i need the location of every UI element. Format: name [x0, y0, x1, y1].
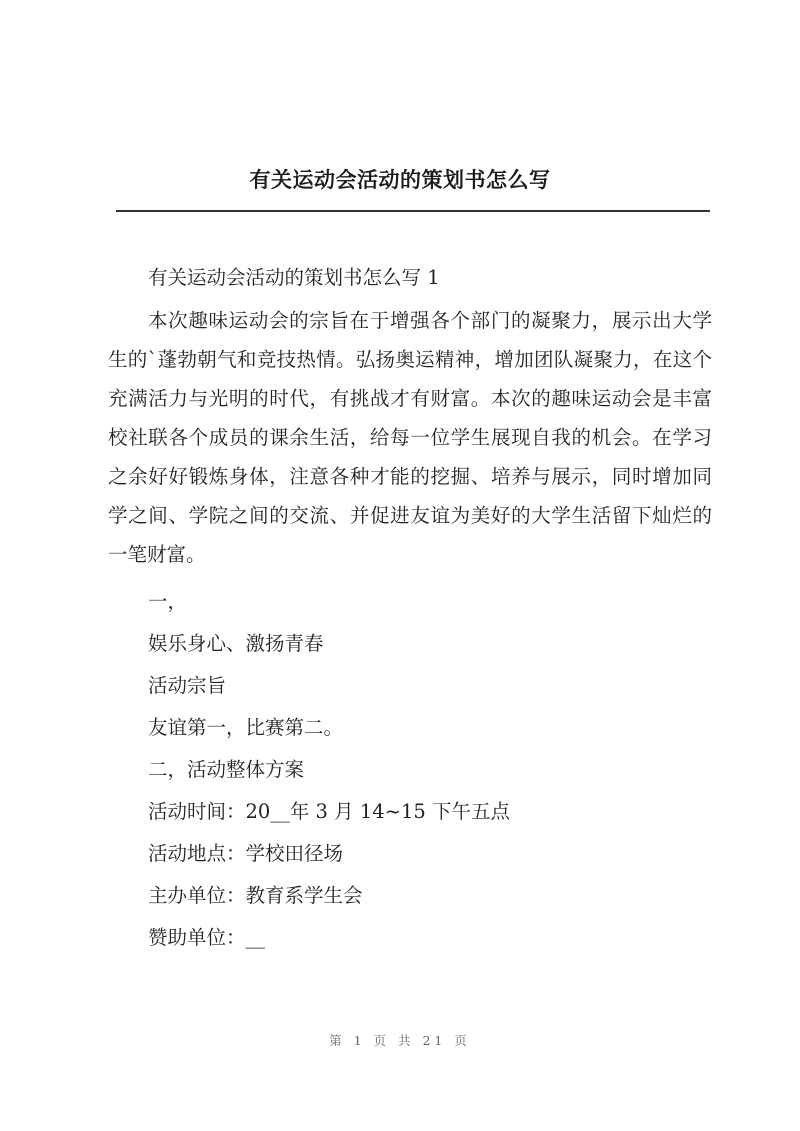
page-title: 有关运动会活动的策划书怎么写 — [249, 167, 551, 192]
section-heading: 有关运动会活动的策划书怎么写 1 — [148, 266, 440, 289]
list-item: 友谊第一，比赛第二。 — [148, 716, 344, 739]
list-item: 一， — [148, 590, 188, 613]
list-item: 活动地点：学校田径场 — [148, 842, 344, 865]
title-divider — [116, 210, 710, 212]
page-number-footer: 第 1 页 共 21 页 — [329, 1033, 471, 1048]
document-body — [108, 268, 712, 970]
list-item: 主办单位：教育系学生会 — [148, 884, 363, 907]
intro-paragraph: 本次趣味运动会的宗旨在于增强各个部门的凝聚力，展示出大学生的`蓬勃朝气和竞技热情。弘扬奥运精神，增加团队凝聚力，在这个充满活力与光明的时代，有挑战才有财富。本次的趣味运动会是丰富校社联各个成员的课余生活，给每一位学生展现自我的机会。在学习之余好好锻炼身体，注意各种才能的挖掘、培养与展示，同时增加同学之间、学院之间的交流、并促进友谊为美好的大学生活留下灿烂的一笔财富。 — [108, 309, 712, 566]
list-item: 娱乐身心、激扬青春 — [148, 632, 324, 655]
list-item: 活动时间：20__年 3 月 14~15 下午五点 — [148, 800, 510, 823]
list-item: 二，活动整体方案 — [148, 758, 305, 781]
list-item: 活动宗旨 — [148, 674, 227, 697]
list-item: 赞助单位：__ — [148, 926, 266, 949]
